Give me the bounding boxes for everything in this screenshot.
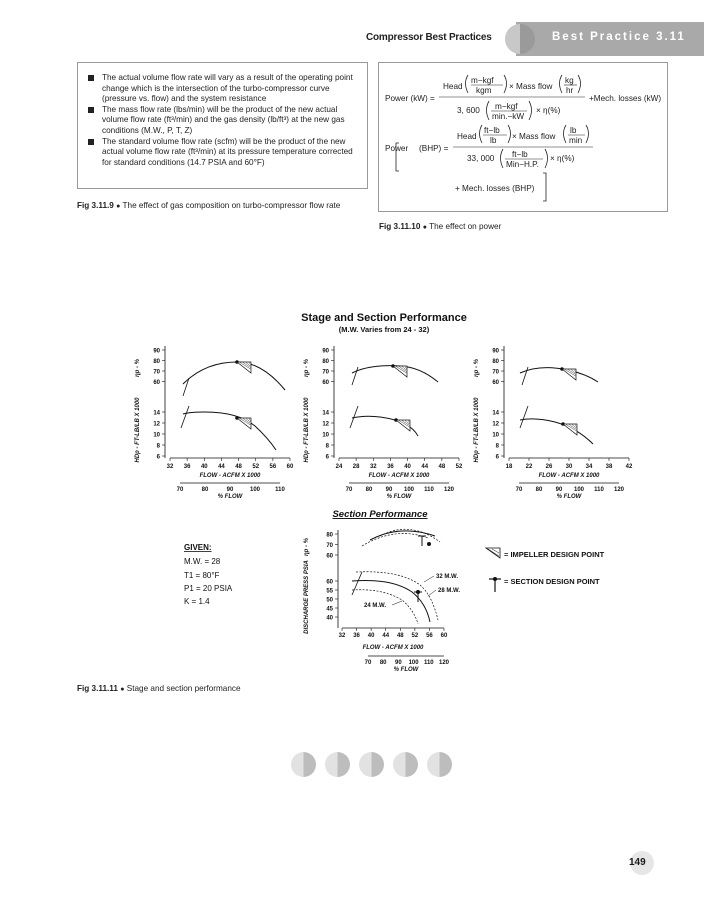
head-tick-label: 8 [495,443,499,450]
given-t1: T1 = 80°F [184,571,220,580]
legend [486,548,605,592]
pct-tick-label: 90 [226,487,234,493]
eq1-m-kgf-2: m−kgf [495,102,518,111]
given-k: K = 1.4 [184,597,210,606]
bullet-box [77,62,368,189]
surge-line [181,406,189,428]
x-tick-label: 30 [565,464,573,470]
stage-section-figure [0,300,704,700]
pct-tick-label: 80 [535,487,543,493]
x-tick-label: 40 [404,464,411,470]
pct-tick-label: 80 [201,487,209,493]
fig9-label: Fig 3.11.9 [77,201,114,210]
section-pct-tick: 110 [423,660,434,666]
x-tick-label: 44 [218,464,225,470]
section-press-tick: 55 [326,588,333,595]
eff-tick-label: 60 [153,380,160,386]
head-axis-label: HDp - FT-LB/LB X 1000 [304,397,310,463]
section-x-tick: 48 [396,633,404,639]
eq2-min-hp: Min−H.P. [506,160,539,169]
eq2-lb: lb [490,136,497,145]
given-title: GIVEN: [184,543,212,552]
pct-tick-label: 90 [385,487,393,493]
x-tick-label: 36 [183,464,191,470]
head-tick-label: 6 [325,454,329,461]
x-axis-label: FLOW - ACFM X 1000 [368,473,430,479]
pct-tick-label: 80 [365,487,373,493]
eff-tick-label: 80 [492,359,499,365]
fig9-text: The effect of gas composition on turbo-compressor flow rate [122,201,341,210]
eff-tick-label: 90 [153,348,160,355]
eff-tick-label: 60 [322,380,329,386]
x-tick-label: 48 [235,464,242,470]
fig10-caption [379,222,671,234]
section-eff-curve-32 [362,534,428,547]
pct-tick-label: 100 [249,487,261,493]
eff-tick-label: 90 [492,348,499,355]
impeller-design-marker [237,362,251,373]
pct-tick-label: 70 [515,487,523,493]
section-eff-tick: 70 [326,543,333,549]
section-x-tick: 40 [367,633,375,639]
stage-panel [135,346,294,500]
head-tick-label: 14 [492,410,499,417]
efficiency-curve [520,368,598,382]
x-tick-label: 38 [605,464,613,470]
pct-tick-label: 90 [555,487,563,493]
eq2-lb2: lb [570,126,577,135]
eq1-eta: × η(%) [536,106,561,115]
dot-icon [325,752,350,777]
section-pct-label: % FLOW [393,667,419,673]
surge-line [352,572,362,595]
x-tick-label: 52 [455,464,463,470]
curve-label-32: 32 M.W. [436,574,459,580]
dot-icon [427,752,452,777]
section-eff-curve-28 [370,531,435,540]
fig11-separator: ● [120,686,125,693]
surge-line [352,367,358,385]
head-tick-label: 6 [156,454,160,461]
pct-tick-label: 100 [573,487,585,493]
fig11-label: Fig 3.11.11 [77,684,118,693]
eq1-lhs: Power (kW) = [385,94,435,103]
dot-icon [393,752,418,777]
eq1-m-kgf: m−kgf [471,76,494,85]
section-x-tick: 60 [440,633,448,639]
section-press-curve-32 [356,572,438,620]
x-tick-label: 28 [352,464,360,470]
fig11-text: Stage and section performance [126,684,241,693]
pct-axis-label: % FLOW [217,494,243,500]
x-tick-label: 56 [269,464,277,470]
leader-line [424,576,434,582]
bullet-square-icon [88,107,94,113]
eq1-hr: hr [566,86,574,95]
head-tick-label: 14 [322,410,329,417]
decorative-dots [291,752,452,777]
head-tick-label: 6 [495,454,499,461]
section-eff-tick: 60 [326,553,333,560]
figure-subtitle: (M.W. Varies from 24 - 32) [338,325,430,334]
dot-icon [291,752,316,777]
eff-tick-label: 80 [153,359,160,365]
x-tick-label: 36 [387,464,394,470]
eq2-min: min [569,136,583,145]
eq2-times-mass: × Mass flow [512,132,556,141]
impeller-design-marker [393,366,407,377]
figure-title: Stage and Section Performance [301,312,467,324]
head-tick-label: 12 [492,421,499,428]
x-tick-label: 32 [369,464,377,470]
given-mw: M.W. = 28 [184,557,221,566]
eff-tick-label: 70 [153,369,160,376]
fig10-label: Fig 3.11.10 [379,222,421,231]
section-design-point [427,542,431,546]
fig9-separator: ● [116,203,121,210]
eq2-mech: + Mech. losses (BHP) [455,184,535,193]
x-tick-label: 18 [505,464,513,470]
eff-tick-label: 70 [492,369,499,376]
head-tick-label: 10 [492,432,499,439]
x-tick-label: 22 [525,464,533,470]
pct-axis-label: % FLOW [386,494,412,500]
x-tick-label: 60 [286,464,294,470]
impeller-design-marker [237,418,251,429]
curve-label-28: 28 M.W. [438,588,461,594]
bullet-item [88,137,357,169]
bullet-item [88,105,357,137]
given-p1: P1 = 20 PSIA [184,584,233,593]
head-tick-label: 10 [322,432,329,439]
eff-axis-label: ηp - % [135,359,141,377]
pct-tick-label: 120 [613,487,625,493]
surge-line [520,406,528,428]
eff-tick-label: 70 [322,369,329,376]
dot-icon [359,752,384,777]
header-circle-icon [505,24,535,54]
pct-tick-label: 70 [345,487,353,493]
eff-axis-label: ηp - % [474,359,480,377]
section-eff-tick: 80 [326,532,333,539]
impeller-design-marker [563,424,577,435]
eq2-ft-lb: ft−lb [484,126,500,135]
eq1-mech: +Mech. losses (kW) [589,94,662,103]
section-press-tick: 60 [326,579,333,586]
impeller-design-marker [562,369,576,380]
x-tick-label: 34 [585,464,593,470]
pct-tick-label: 110 [594,487,604,493]
eff-tick-label: 80 [322,359,329,365]
x-tick-label: 44 [421,464,429,470]
eq2-lhs-a: Power [385,144,409,153]
head-curve [520,419,593,444]
section-x-tick: 52 [411,633,419,639]
header-section-title: Best Practice 3.11 [552,31,686,43]
eff-tick-label: 90 [322,348,329,355]
stage-panel [304,346,463,500]
bullet-text: The mass flow rate (lbs/min) will be the product of the new actual volume flow rate (ft³/min) and the gas density (lb/ft³) at the new gas conditions (M.W., P, T, Z) [102,104,345,135]
eq2-eta: × η(%) [550,154,575,163]
section-pct-tick: 100 [408,660,419,666]
head-tick-label: 10 [153,432,160,439]
head-curve [183,412,276,450]
x-tick-label: 42 [625,464,633,470]
section-press-label: DISCHARGE PRESS PSIA [304,560,310,634]
fig10-text: The effect on power [429,222,502,231]
section-x-tick: 32 [338,633,346,639]
legend-impeller: = IMPELLER DESIGN POINT [504,550,605,559]
impeller-design-marker [396,420,410,431]
section-eff-label: ηp - % [304,538,310,556]
eq1-head: Head [443,82,463,91]
x-axis-label: FLOW - ACFM X 1000 [538,473,600,479]
x-tick-label: 26 [545,464,553,470]
bullet-text: The actual volume flow rate will vary as a result of the operating point change which is the intersection of the turbo-compressor curve (pressure vs. flow) and the system resistance [102,73,353,104]
leader-line [428,590,436,596]
given-block [184,543,233,606]
eq1-kg: kg [565,76,574,85]
section-press-tick: 45 [326,606,333,613]
header-book-title: Compressor Best Practices [366,32,492,43]
eq2-const: 33, 000 [467,154,495,163]
section-press-tick: 50 [326,597,333,604]
head-tick-label: 8 [156,443,160,450]
eff-tick-label: 60 [492,380,499,386]
section-press-tick: 40 [326,615,333,622]
eq1-min-kw: min.−kW [492,112,525,121]
equation-svg [379,63,669,213]
pct-axis-label: % FLOW [556,494,582,500]
x-tick-label: 52 [252,464,260,470]
pct-tick-label: 100 [403,487,415,493]
fig11-caption [77,684,377,696]
section-x-tick: 36 [353,633,360,639]
section-x-label: FLOW - ACFM X 1000 [362,645,424,651]
stage-panel [474,346,633,500]
eq1-kgm: kgm [476,86,492,95]
eff-axis-label: ηp - % [304,359,310,377]
section-plot [304,529,460,673]
bullet-item [88,73,357,105]
section-pct-tick: 90 [395,660,402,666]
legend-section: = SECTION DESIGN POINT [504,577,600,586]
pct-tick-label: 120 [443,487,455,493]
curve-label-24: 24 M.W. [364,603,387,609]
pct-tick-label: 110 [424,487,434,493]
efficiency-curve [183,362,285,390]
head-tick-label: 14 [153,410,160,417]
eq2-lhs-b: (BHP) = [419,144,449,153]
bullet-text: The standard volume flow rate (scfm) will be the product of the new actual volume flow rate (ft³/min) at its pressure temperature corrected for standard conditions (14.7 PSIA and 60°F) [102,136,353,167]
x-tick-label: 40 [200,464,208,470]
section-x-tick: 44 [382,633,390,639]
eq2-ft-lb2: ft−lb [512,150,528,159]
head-axis-label: HDp - FT-LB/LB X 1000 [135,397,141,463]
x-tick-label: 32 [166,464,174,470]
x-axis-label: FLOW - ACFM X 1000 [199,473,261,479]
stage-panels [135,346,633,500]
section-pct-tick: 80 [379,660,387,666]
head-tick-label: 8 [325,443,329,450]
eq2-head: Head [457,132,477,141]
section-pct-tick: 120 [438,660,450,666]
x-tick-label: 48 [438,464,446,470]
head-tick-label: 12 [153,421,160,428]
bullet-square-icon [88,75,94,81]
section-title: Section Performance [332,509,428,520]
fig9-caption [77,201,369,213]
section-x-tick: 56 [426,633,433,639]
x-tick-label: 24 [335,464,343,470]
head-axis-label: HDp - FT-LB/LB X 1000 [474,397,480,463]
head-tick-label: 12 [322,421,329,428]
fig10-separator: ● [422,224,427,231]
pct-tick-label: 110 [275,487,285,493]
pct-tick-label: 70 [176,487,184,493]
bullet-square-icon [88,139,94,145]
eq1-times-mass: × Mass flow [509,82,553,91]
efficiency-curve [352,366,438,382]
page-number: 149 [629,857,646,868]
section-pct-tick: 70 [364,660,372,666]
eq1-const: 3, 600 [457,106,480,115]
equation-box [378,62,668,212]
surge-line [522,367,528,385]
leader-line [392,601,402,605]
